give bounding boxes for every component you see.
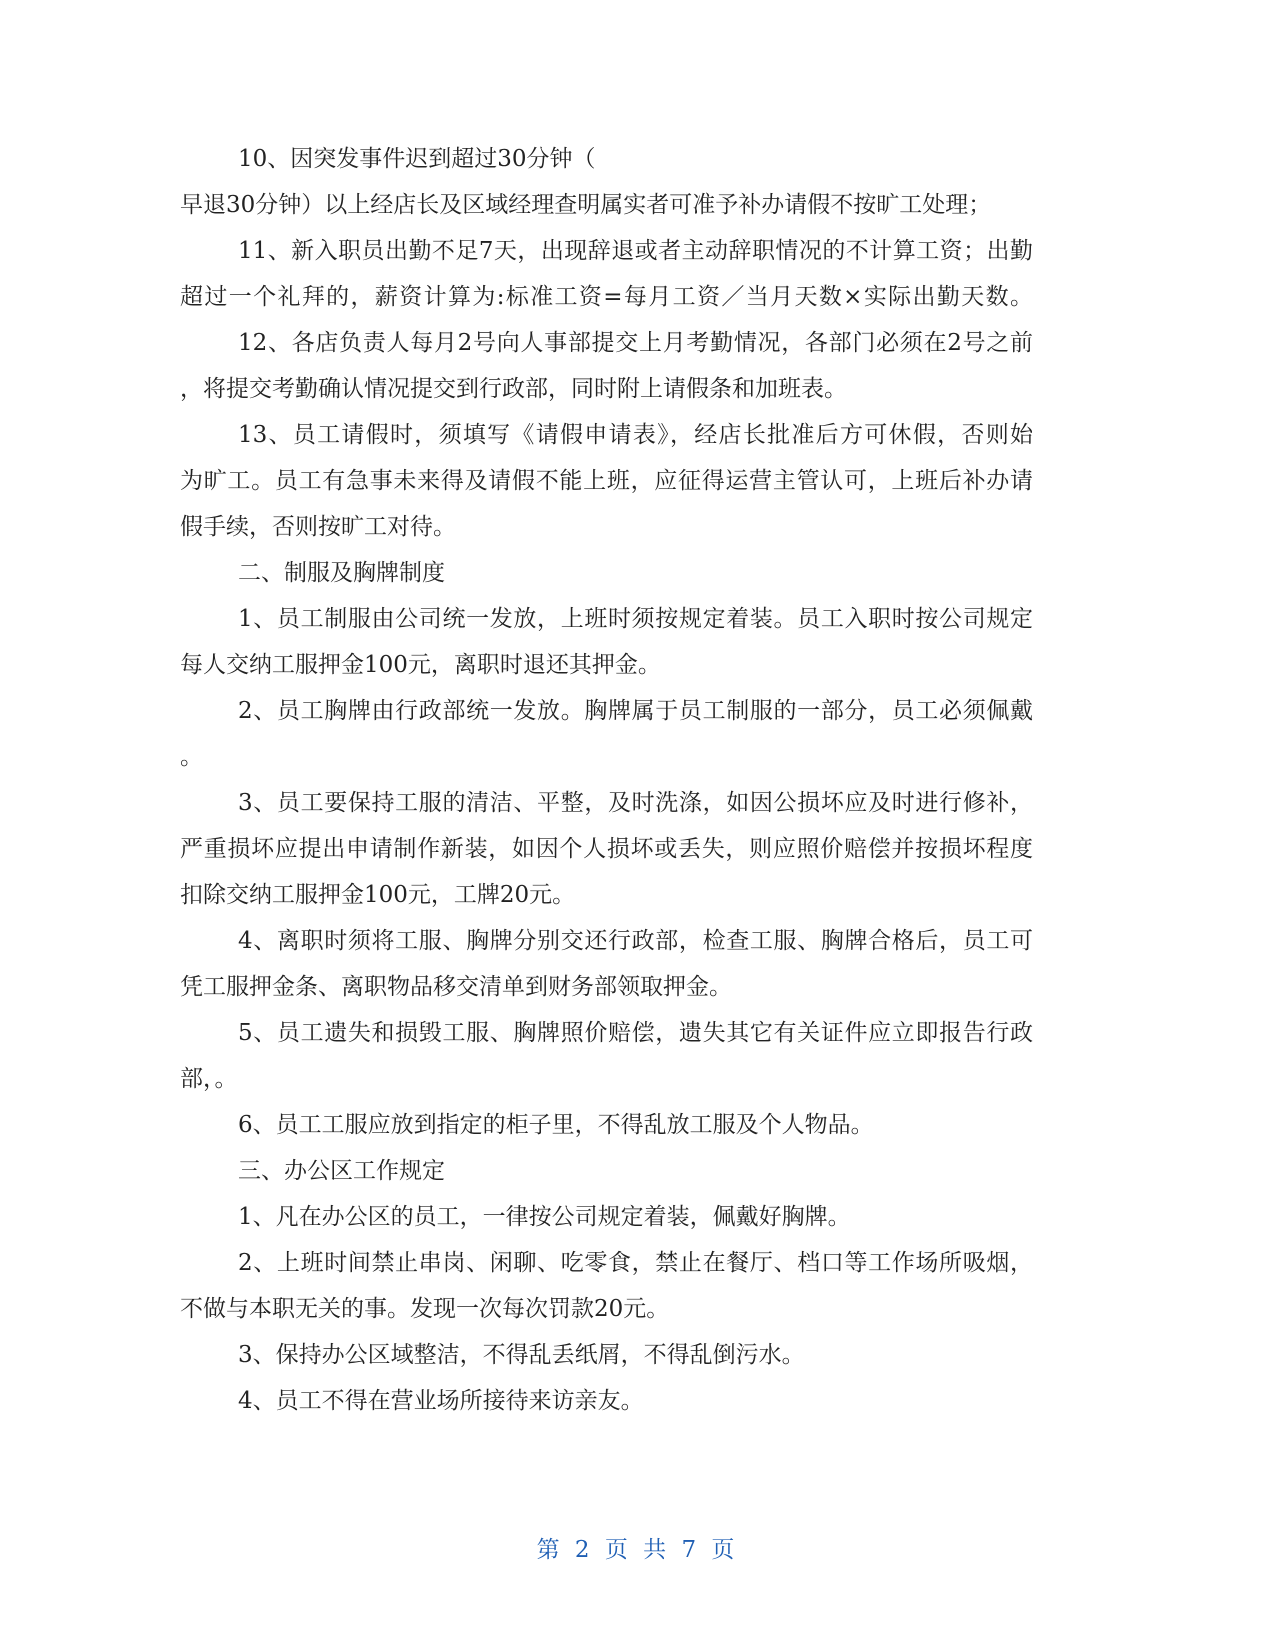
- text-line: 为旷工。员工有急事未来得及请假不能上班，应征得运营主管认可，上班后补办请: [180, 468, 1033, 494]
- text-line: 6、员工工服应放到指定的柜子里，不得乱放工服及个人物品。: [238, 1112, 874, 1138]
- text-line: 12、各店负责人每月2号向人事部提交上月考勤情况，各部门必须在2号之前: [238, 330, 1033, 356]
- page-number-footer: 第 2 页 共 7 页: [536, 1537, 739, 1563]
- text-line: 不做与本职无关的事。发现一次每次罚款20元。: [180, 1296, 670, 1322]
- text-line: 凭工服押金条、离职物品移交清单到财务部领取押金。: [180, 974, 732, 1000]
- section-heading: 三、办公区工作规定: [238, 1158, 445, 1184]
- text-line: 4、员工不得在营业场所接待来访亲友。: [238, 1388, 644, 1414]
- text-line: 3、保持办公区域整洁，不得乱丢纸屑，不得乱倒污水。: [238, 1342, 805, 1368]
- text-line: 10、因突发事件迟到超过30分钟（: [238, 146, 596, 172]
- text-line: 超过一个礼拜的，薪资计算为:标准工资=每月工资／当月天数×实际出勤天数。: [180, 284, 1033, 310]
- text-line: 4、离职时须将工服、胸牌分别交还行政部，检查工服、胸牌合格后，员工可: [238, 928, 1033, 954]
- text-line: 假手续，否则按旷工对待。: [180, 514, 456, 540]
- section-heading: 二、制服及胸牌制度: [238, 560, 445, 586]
- text-line: ，将提交考勤确认情况提交到行政部，同时附上请假条和加班表。: [180, 376, 847, 402]
- text-line: 1、员工制服由公司统一发放，上班时须按规定着装。员工入职时按公司规定: [238, 606, 1033, 632]
- text-line: 5、员工遗失和损毁工服、胸牌照价赔偿，遗失其它有关证件应立即报告行政: [238, 1020, 1033, 1046]
- text-line: 2、上班时间禁止串岗、闲聊、吃零食，禁止在餐厅、档口等工作场所吸烟，: [238, 1250, 1033, 1276]
- text-line: 严重损坏应提出申请制作新装，如因个人损坏或丢失，则应照价赔偿并按损坏程度: [180, 836, 1033, 862]
- text-line: 2、员工胸牌由行政部统一发放。胸牌属于员工制服的一部分，员工必须佩戴: [238, 698, 1033, 724]
- text-line: 早退30分钟）以上经店长及区域经理查明属实者可准予补办请假不按旷工处理；: [180, 192, 992, 218]
- text-line: 13、员工请假时，须填写《请假申请表》，经店长批准后方可休假，否则始: [238, 422, 1033, 448]
- text-line: 3、员工要保持工服的清洁、平整，及时洗涤，如因公损坏应及时进行修补，: [238, 790, 1033, 816]
- text-line: 扣除交纳工服押金100元，工牌20元。: [180, 882, 576, 908]
- text-line: 部，。: [180, 1066, 238, 1092]
- text-line: 1、凡在办公区的员工，一律按公司规定着装，佩戴好胸牌。: [238, 1204, 851, 1230]
- text-line: 11、新入职员出勤不足7天，出现辞退或者主动辞职情况的不计算工资；出勤: [238, 238, 1033, 264]
- text-line: 每人交纳工服押金100元，离职时退还其押金。: [180, 652, 661, 678]
- text-line: 。: [180, 744, 203, 770]
